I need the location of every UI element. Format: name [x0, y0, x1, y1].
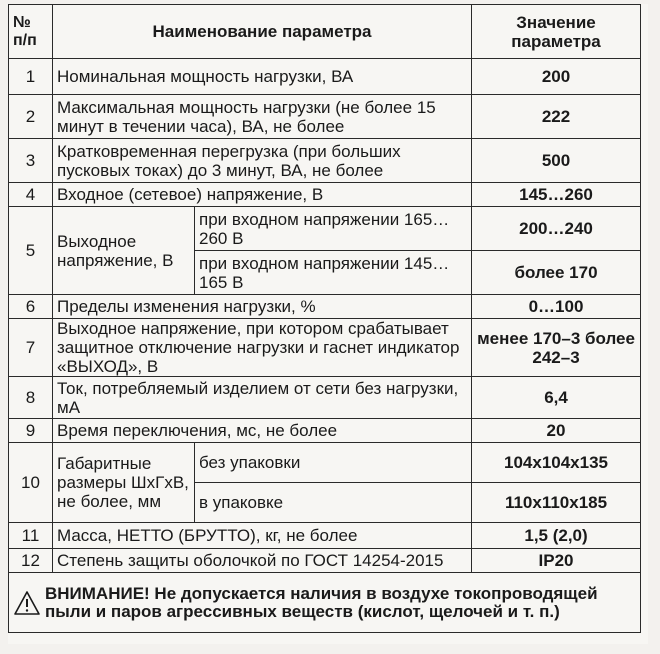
header-num: № п/п [9, 5, 53, 59]
table-row [9, 95, 641, 139]
row-num: 5 [9, 207, 53, 295]
row-name: Масса, НЕТТО (БРУТТО), кг, не более [53, 523, 472, 549]
warning-triangle-icon [13, 590, 41, 616]
row-value: 20 [472, 419, 641, 443]
header-value: Значение параметра [472, 5, 641, 59]
table-row [9, 443, 641, 483]
warning-cell [9, 573, 641, 633]
row-name: Пределы изменения нагрузки, % [53, 295, 472, 319]
table-row [9, 549, 641, 573]
row-value: 6,4 [472, 377, 641, 419]
row-value: 200…240 [472, 207, 641, 251]
row-name: Степень защиты оболочкой по ГОСТ 14254-2015 [53, 549, 472, 573]
spec-sheet [8, 4, 648, 644]
row-num: 8 [9, 377, 53, 419]
row-value: 1,5 (2,0) [472, 523, 641, 549]
row-name: Максимальная мощность нагрузки (не более 15 минут в течении часа), ВА, не более [53, 95, 472, 139]
row-sub-condition: при входном напряжении 165…260 В [195, 207, 472, 251]
row-value: 145…260 [472, 183, 641, 207]
table-header-row [9, 5, 641, 59]
row-name: Время переключения, мс, не более [53, 419, 472, 443]
row-num: 3 [9, 139, 53, 183]
row-sub-condition: без упаковки [195, 443, 472, 483]
row-num: 11 [9, 523, 53, 549]
spec-table [8, 4, 641, 633]
row-num: 12 [9, 549, 53, 573]
table-row [9, 59, 641, 95]
row-value: более 170 [472, 251, 641, 295]
row-sub-condition: при входном напряжении 145…165 В [195, 251, 472, 295]
table-row [9, 377, 641, 419]
row-sub-condition: в упаковке [195, 483, 472, 523]
table-row [9, 139, 641, 183]
row-name: Габаритные размеры ШхГхВ, не более, мм [53, 443, 195, 523]
table-row [9, 419, 641, 443]
row-value: 200 [472, 59, 641, 95]
row-name: Кратковременная перегрузка (при больших пусковых токах) до 3 минут, ВА, не более [53, 139, 472, 183]
row-num: 10 [9, 443, 53, 523]
row-value: 500 [472, 139, 641, 183]
row-name: Ток, потребляемый изделием от сети без нагрузки, мА [53, 377, 472, 419]
row-name: Номинальная мощность нагрузки, ВА [53, 59, 472, 95]
row-value: 104x104x135 [472, 443, 641, 483]
header-name: Наименование параметра [53, 5, 472, 59]
row-name: Входное (сетевое) напряжение, В [53, 183, 472, 207]
warning-text: ВНИМАНИЕ! Не допускается наличия в воздухе токопроводящей пыли и паров агрессивных веществ (кислот, щелочей и т. п.) [45, 583, 598, 621]
row-name: Выходное напряжение, В [53, 207, 195, 295]
row-num: 9 [9, 419, 53, 443]
row-name: Выходное напряжение, при котором срабатывает защитное отключение нагрузки и гаснет индикатор «ВЫХОД», В [53, 319, 472, 377]
row-num: 6 [9, 295, 53, 319]
row-value: 0…100 [472, 295, 641, 319]
table-row [9, 295, 641, 319]
table-row [9, 183, 641, 207]
row-value: 110x110x185 [472, 483, 641, 523]
row-num: 7 [9, 319, 53, 377]
warning-row [9, 573, 641, 633]
row-value: менее 170–3 более 242–3 [472, 319, 641, 377]
row-num: 4 [9, 183, 53, 207]
table-row [9, 207, 641, 251]
table-row [9, 319, 641, 377]
row-value: IP20 [472, 549, 641, 573]
row-num: 2 [9, 95, 53, 139]
row-value: 222 [472, 95, 641, 139]
row-num: 1 [9, 59, 53, 95]
table-row [9, 523, 641, 549]
